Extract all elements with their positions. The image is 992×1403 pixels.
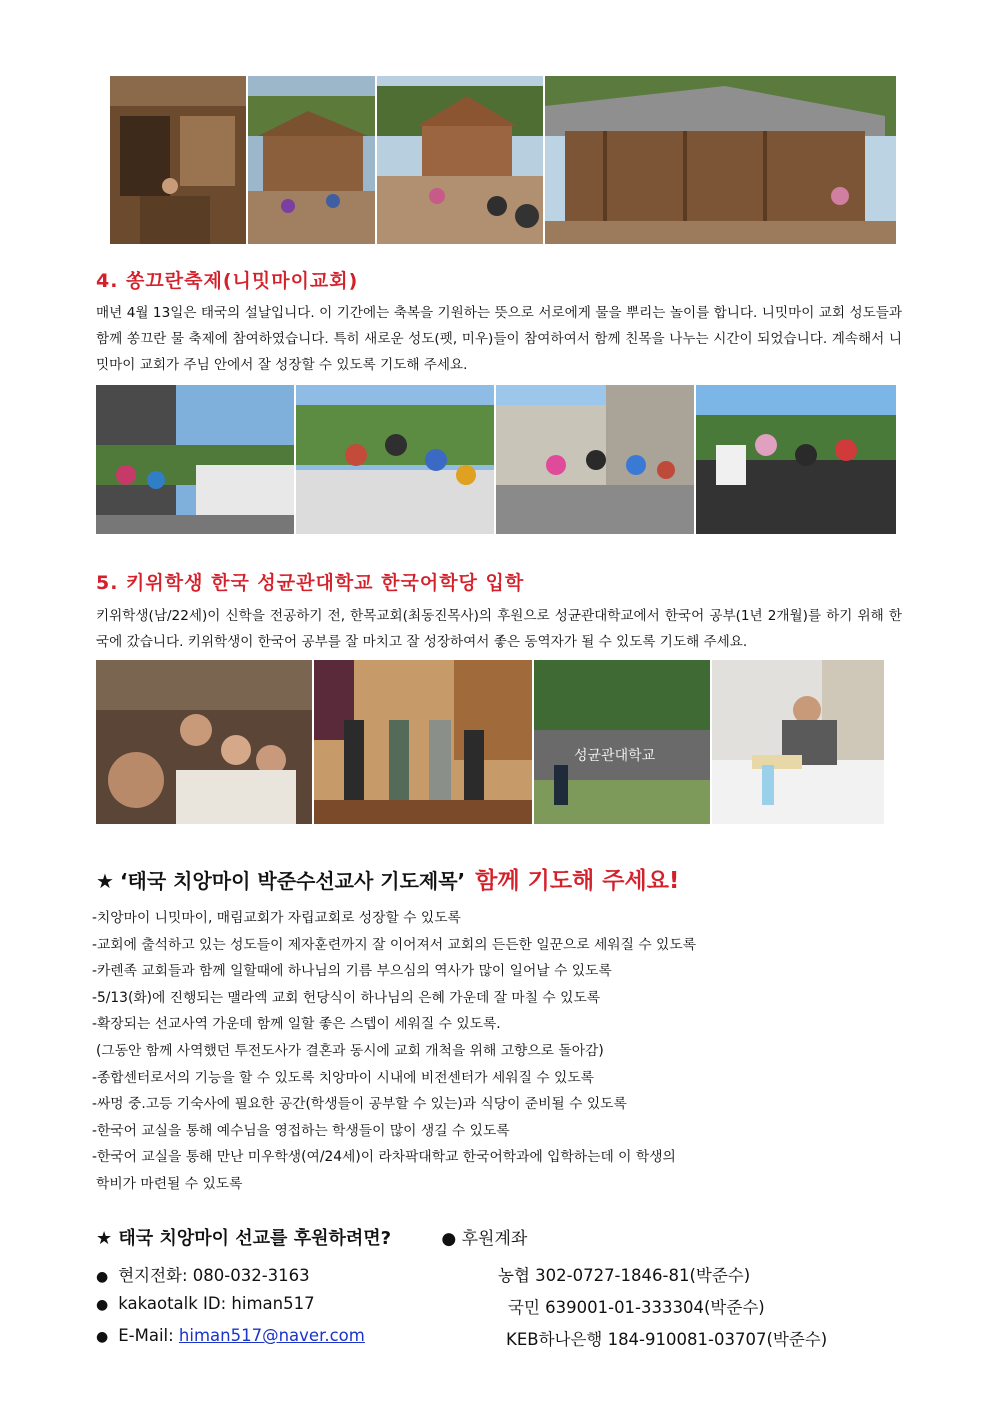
prayer-item: 학비가 마련될 수 있도록 bbox=[96, 1175, 243, 1192]
prayer-item: -치앙마이 니밋마이, 매림교회가 자립교회로 성장할 수 있도록 bbox=[92, 910, 461, 926]
prayer-item: -5/13(화)에 진행되는 맬라엑 교회 헌당식이 하나님의 은혜 가운데 잘 마칠 수 있도록 bbox=[92, 989, 601, 1006]
kakao-text: kakaotalk ID: himan517 bbox=[118, 1294, 315, 1313]
university-sign-text: 성균관대학교 bbox=[574, 748, 656, 764]
photo-kiwi-studying bbox=[712, 660, 884, 824]
prayer-heading-text: ‘태국 치앙마이 박준수선교사 기도제목’ bbox=[119, 869, 466, 893]
support-heading bbox=[96, 1224, 527, 1250]
photo-songkran-1 bbox=[96, 385, 294, 534]
photo-songkran-4 bbox=[696, 385, 896, 534]
photo-songkran-2 bbox=[296, 385, 494, 534]
star-icon: ★ bbox=[96, 869, 114, 893]
prayer-item: -한국어 교실을 통해 예수님을 영접하는 학생들이 많이 생길 수 있도록 bbox=[92, 1122, 510, 1139]
contact-phone bbox=[96, 1262, 310, 1286]
photo-house-2 bbox=[248, 76, 375, 244]
support-heading-text: 태국 치앙마이 선교를 후원하려면? bbox=[118, 1228, 392, 1249]
bullet-icon: ● bbox=[96, 1297, 109, 1313]
photo-row-songkran bbox=[96, 385, 896, 534]
prayer-heading-red: 함께 기도해 주세요! bbox=[475, 868, 680, 894]
prayer-heading bbox=[96, 862, 679, 895]
photo-house-3 bbox=[377, 76, 543, 244]
photo-songkran-3 bbox=[496, 385, 694, 534]
prayer-item: -싸멍 중.고등 기숙사에 필요한 공간(학생들이 공부할 수 있는)과 식당이 준비될 수 있도록 bbox=[92, 1096, 627, 1113]
section5-title: 5. 키위학생 한국 성균관대학교 한국어학당 입학 bbox=[96, 572, 525, 594]
contact-kakao bbox=[96, 1294, 315, 1313]
account-heading: ● 후원계좌 bbox=[441, 1229, 528, 1249]
prayer-item: -종합센터로서의 기능을 할 수 있도록 치앙마이 시내에 비전센터가 세워질 수 있도록 bbox=[92, 1069, 594, 1086]
prayer-item: -한국어 교실을 통해 만난 미우학생(여/24세)이 라차팍대학교 한국어학과에 입학하는데 이 학생의 bbox=[92, 1149, 676, 1166]
bullet-icon: ● bbox=[96, 1329, 109, 1345]
section4-body: 매년 4월 13일은 태국의 설날입니다. 이 기간에는 축복을 기원하는 뜻으로 서로에게 물을 뿌리는 놀이를 합니다. 니밋마이 교회 성도들과 함께 쏭끄란 물 축제에 참여하였습니다. 특히 새로운 성도(펫, 미우)들이 참여하여서 함께 친목을 나누는 시간이 되었습니다. 계속해서 니밋마이 교회가 주님 안에서 잘 성장할 수 있도록 기도해 주세요. bbox=[96, 305, 902, 373]
photo-house-4 bbox=[545, 76, 896, 244]
prayer-item: -교회에 출석하고 있는 성도들이 제자훈련까지 잘 이어져서 교회의 든든한 일꾼으로 세워질 수 있도록 bbox=[92, 936, 697, 953]
photo-row-kiwi bbox=[96, 660, 884, 824]
phone-text: 현지전화: 080-032-3163 bbox=[118, 1266, 310, 1285]
photo-house-1 bbox=[110, 76, 246, 244]
bank-account-1: 농협 302-0727-1846-81(박준수) bbox=[498, 1266, 751, 1285]
prayer-item: (그동안 함께 사역했던 투전도사가 결혼과 동시에 교회 개척을 위해 고향으로 돌아감) bbox=[96, 1042, 604, 1059]
prayer-item: -카렌족 교회들과 함께 일할때에 하나님의 기름 부으심의 역사가 많이 일어날 수 있도록 bbox=[92, 963, 612, 980]
bank-account-3: KEB하나은행 184-910081-03707(박준수) bbox=[506, 1330, 828, 1349]
star-icon: ★ bbox=[96, 1228, 113, 1249]
prayer-item: -확장되는 선교사역 가운데 함께 일할 좋은 스텝이 세워질 수 있도록. bbox=[92, 1016, 501, 1033]
bullet-icon: ● bbox=[96, 1269, 109, 1285]
prayer-list bbox=[92, 905, 912, 1198]
photo-row-houses bbox=[110, 76, 896, 244]
email-label: E-Mail: bbox=[118, 1326, 179, 1345]
email-link[interactable]: himan517@naver.com bbox=[178, 1326, 365, 1345]
section4-title: 4. 쏭끄란축제(니밋마이교회) bbox=[96, 270, 359, 292]
contact-email bbox=[96, 1326, 365, 1345]
section5-body: 키위학생(남/22세)이 신학을 전공하기 전, 한목교회(최동진목사)의 후원으로 성균관대학교에서 한국어 공부(1년 2개월)를 하기 위해 한국에 갔습니다. 키위학생이 한국어 공부를 잘 마치고 잘 성장하여서 좋은 동역자가 될 수 있도록 기도해 주세요. bbox=[96, 608, 902, 650]
bank-account-2: 국민 639001-01-333304(박준수) bbox=[508, 1298, 765, 1317]
photo-kiwi-friends bbox=[96, 660, 312, 824]
photo-kiwi-church bbox=[314, 660, 532, 824]
photo-kiwi-university bbox=[534, 660, 710, 824]
